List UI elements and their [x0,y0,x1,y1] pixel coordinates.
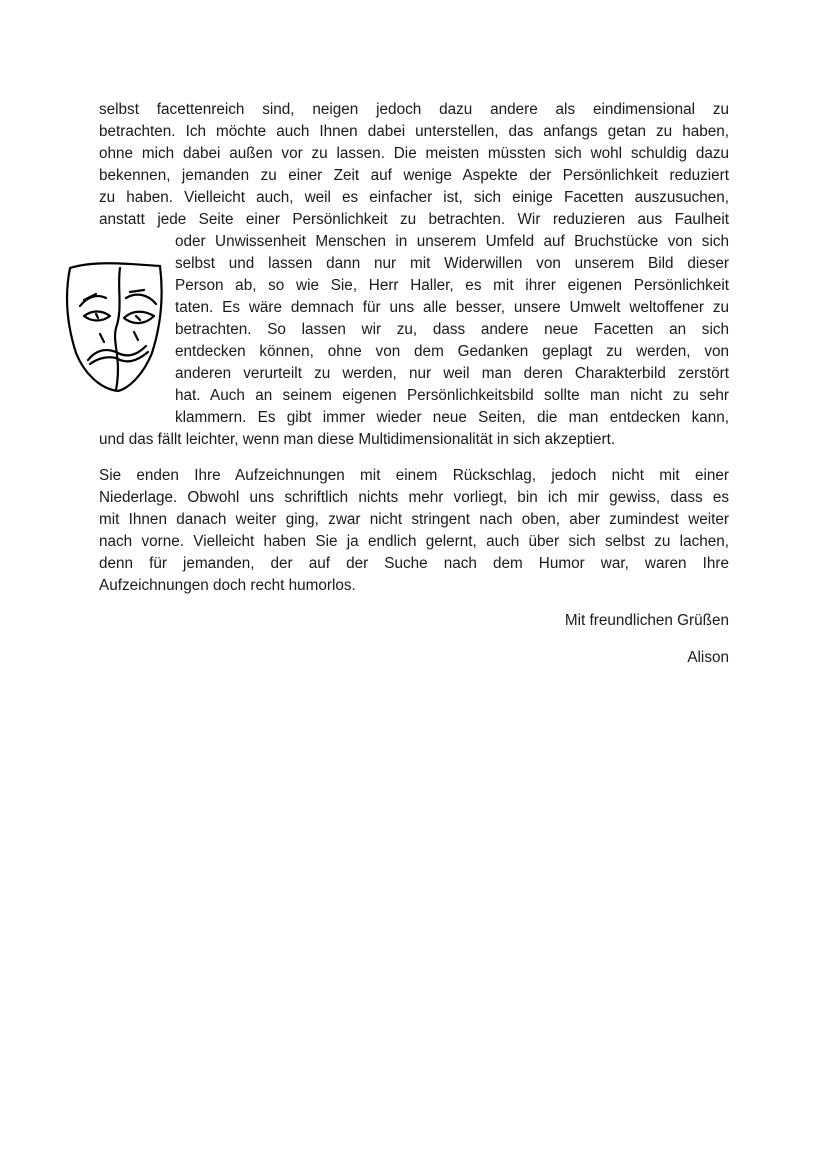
text-line: und das fällt leichter, wenn man diese Multidimensionalität in sich akzeptiert. [99,431,616,448]
text-line: taten. Es wäre demnach für uns alle besser, unsere Umwelt weltoffener zu [175,299,729,316]
paragraph-1-end [99,429,729,451]
theater-mask-icon [60,258,172,394]
closing-greeting: Mit freundlichen Grüßen [564,612,729,629]
text-line: entdecken können, ohne von dem Gedanken geplagt zu werden, von [175,343,729,360]
text-line: selbst und lassen dann nur mit Widerwillen von unserem Bild dieser [175,255,729,272]
text-line: Sie enden Ihre Aufzeichnungen mit einem Rückschlag, jedoch nicht mit einer [99,467,729,484]
text-line: denn für jemanden, der auf der Suche nach dem Humor war, waren Ihre [99,555,729,572]
paragraph-1-wrapped [175,231,729,429]
text-line: Aufzeichnungen doch recht humorlos. [99,577,356,594]
text-line: hat. Auch an seinem eigenen Persönlichkeitsbild sollte man nicht zu sehr [175,387,729,404]
text-line: selbst facettenreich sind, neigen jedoch dazu andere als eindimensional zu [99,101,729,118]
text-line: oder Unwissenheit Menschen in unserem Umfeld auf Bruchstücke von sich [175,233,729,250]
paragraph-2 [99,465,729,597]
text-line: zu haben. Vielleicht auch, weil es einfacher ist, sich einige Facetten auszusuchen, [99,189,729,206]
text-line: Niederlage. Obwohl uns schriftlich nichts mehr vorliegt, bin ich mir gewiss, dass es [99,489,729,506]
paragraph-1-top [99,99,729,231]
text-line: betrachten. Ich möchte auch Ihnen dabei unterstellen, das anfangs getan zu haben, [99,123,729,140]
text-line: Person ab, so wie Sie, Herr Haller, es mit ihrer eigenen Persönlichkeit [175,277,729,294]
text-line: klammern. Es gibt immer wieder neue Seiten, die man entdecken kann, [175,409,729,426]
text-line: bekennen, jemanden zu einer Zeit auf wenige Aspekte der Persönlichkeit reduziert [99,167,729,184]
text-line: anstatt jede Seite einer Persönlichkeit zu betrachten. Wir reduzieren aus Faulheit [99,211,729,228]
text-line: mit Ihnen danach weiter ging, zwar nicht stringent nach oben, aber zumindest weiter [99,511,729,528]
text-line: nach vorne. Vielleicht haben Sie ja endlich gelernt, auch über sich selbst zu lachen, [99,533,729,550]
text-line: betrachten. So lassen wir zu, dass andere neue Facetten an sich [175,321,729,338]
text-line: anderen verurteilt zu werden, nur weil man deren Charakterbild zerstört [175,365,729,382]
signature: Alison [687,649,729,666]
text-line: ohne mich dabei außen vor zu lassen. Die meisten müssten sich wohl schuldig dazu [99,145,729,162]
